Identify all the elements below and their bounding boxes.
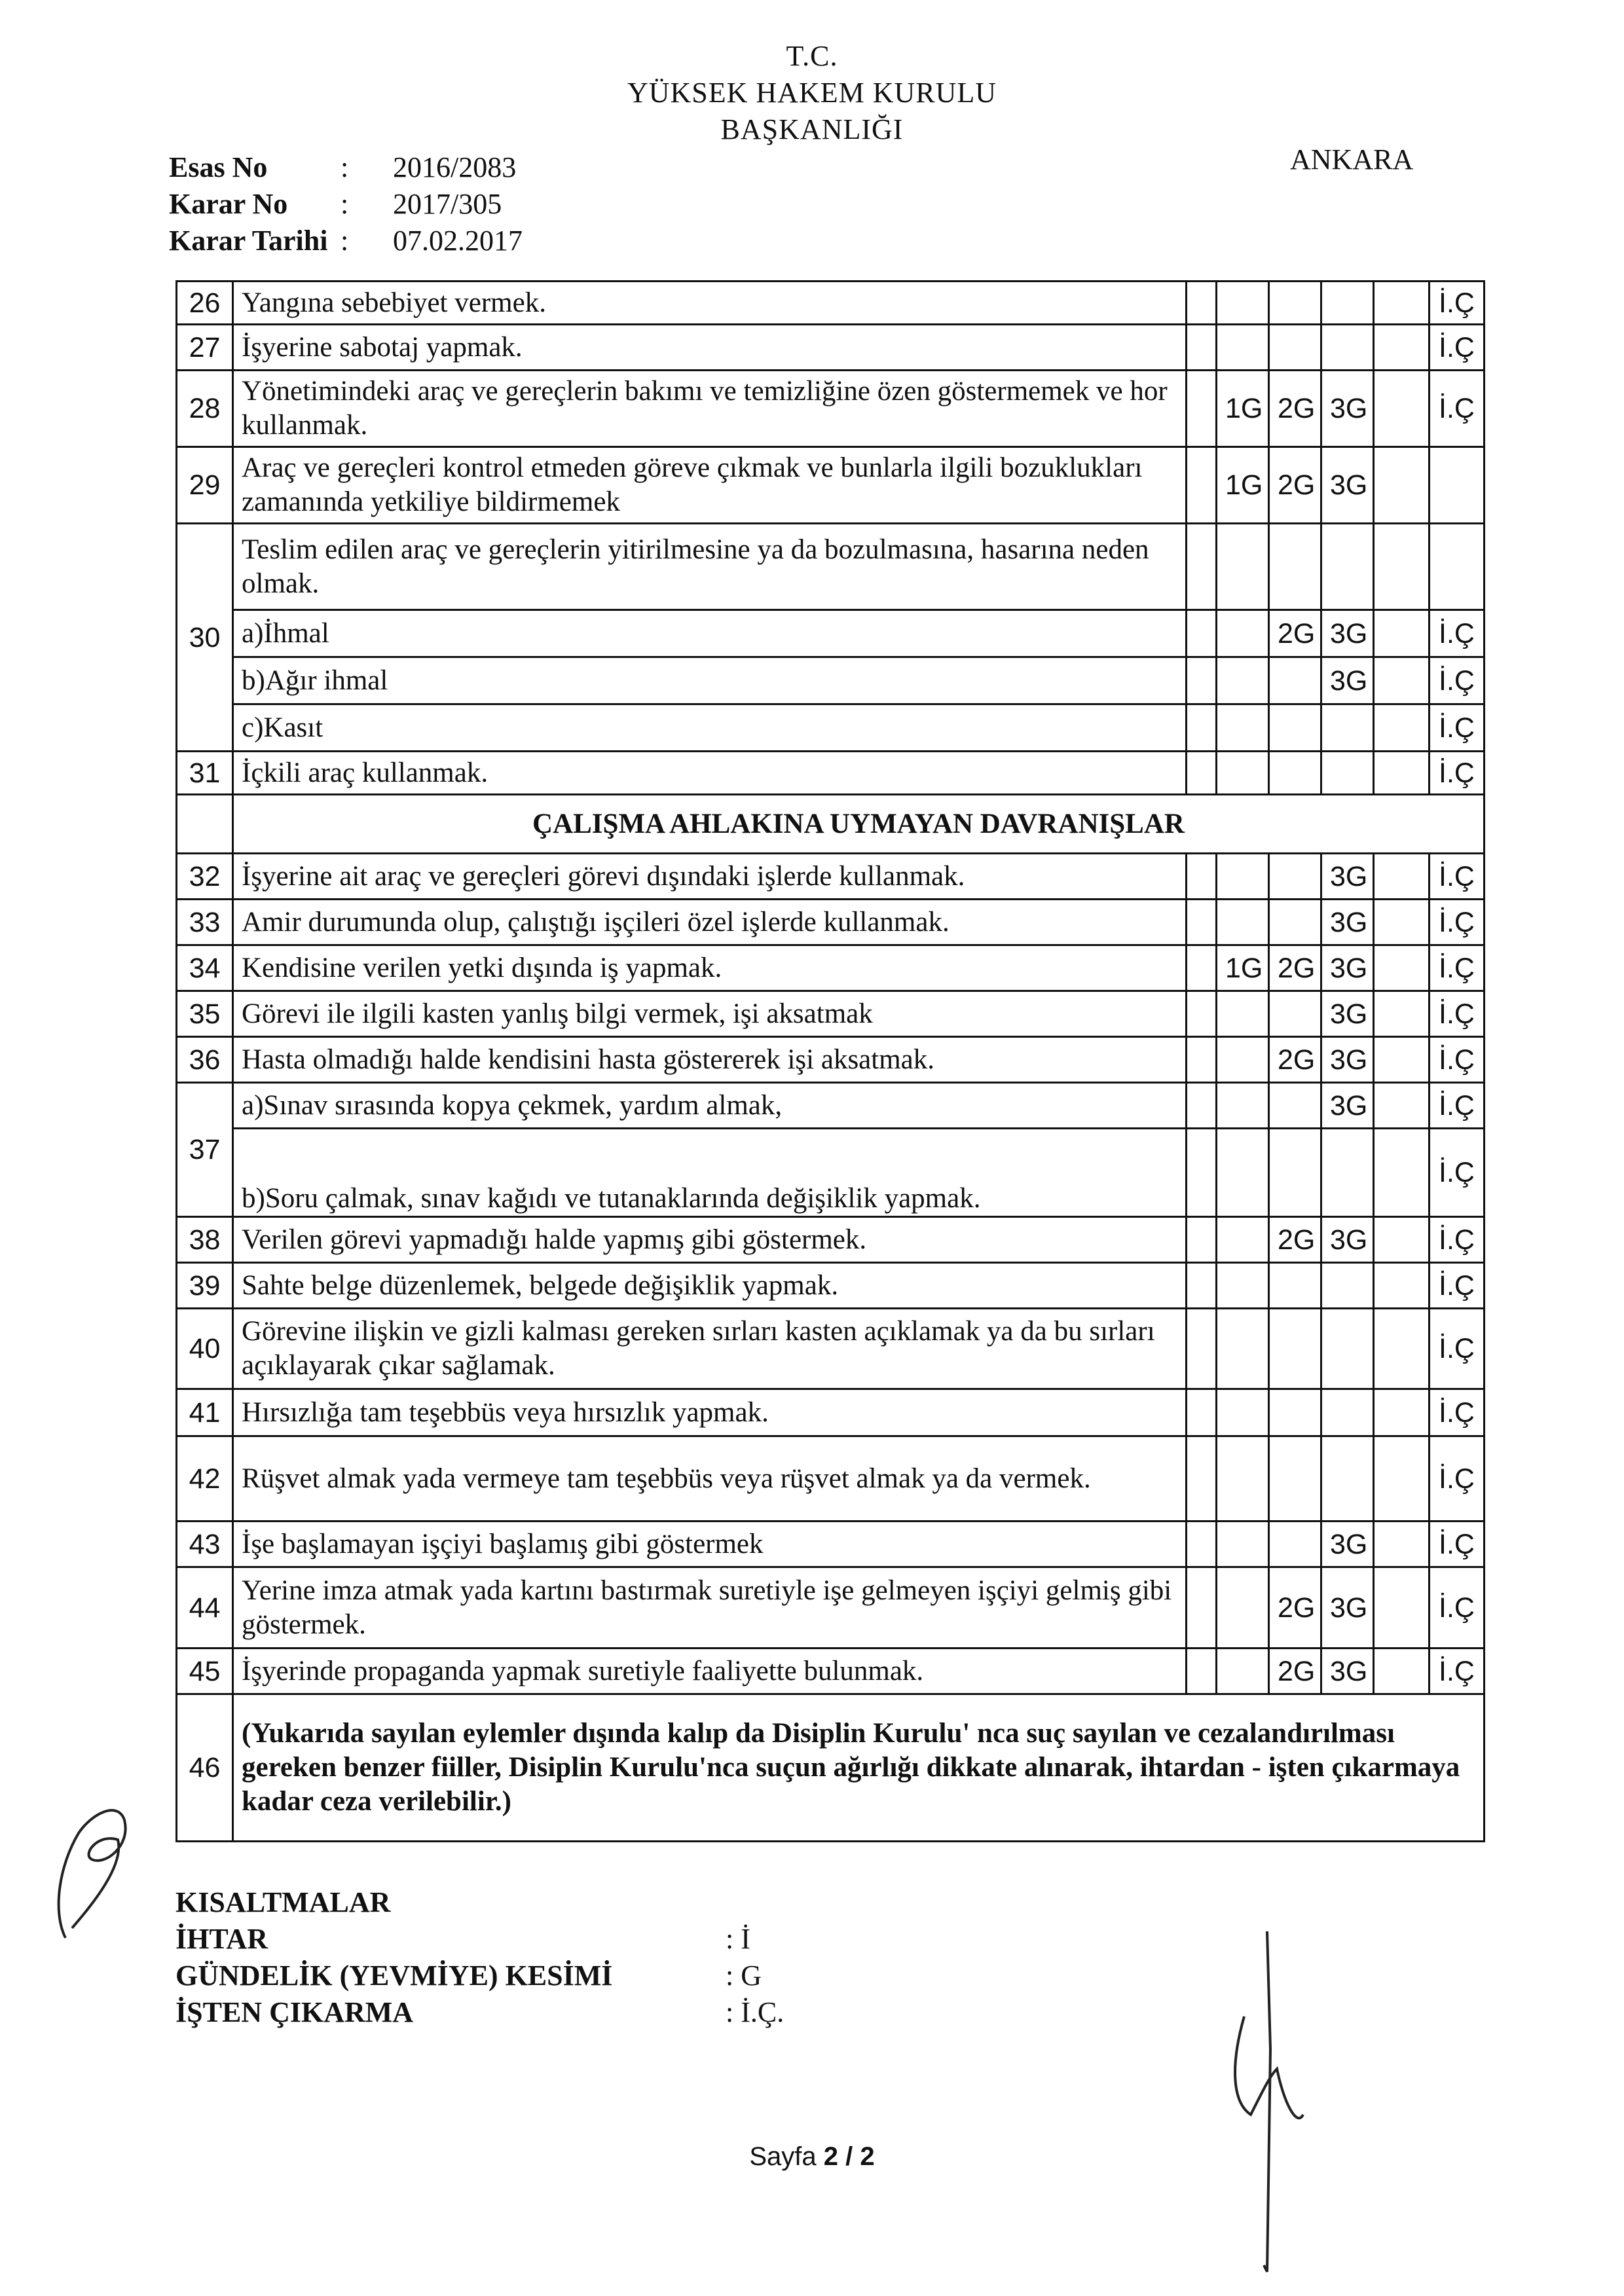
row-number: 38 [177,1217,233,1263]
penalty-1g [1217,704,1269,752]
row-number: 26 [177,282,233,325]
karar-value: 2017/305 [393,188,502,220]
penalty-1g [1217,752,1269,795]
blank-cell [1430,524,1485,610]
table-row [177,282,1485,325]
table-row [177,1389,1485,1436]
penalty-2g [1269,657,1321,704]
row-text: b)Ağır ihmal [233,657,1187,704]
penalty-2g [1269,1436,1321,1522]
penalty-ic: İ.Ç [1430,610,1485,657]
catch-all-note: (Yukarıda sayılan eylemler dışında kalıp da Disiplin Kurulu' nca suç sayılan ve cezalandırılması gereken benzer fiiller, Disiplin Kurulu'nca suçun ağırlığı dikkate alınarak, ihtardan - işten çıkarmaya kadar ceza verilebilir.) [233,1694,1485,1842]
penalty-i [1374,945,1430,991]
penalty-i [1374,1649,1430,1694]
abbreviation-label: GÜNDELİK (YEVMİYE) KESİMİ [175,1959,613,1992]
row-number: 35 [177,991,233,1037]
penalty-1g [1217,854,1269,900]
table-subrow [177,657,1485,704]
penalty-ic: İ.Ç [1430,752,1485,795]
penalty-1g [1217,1217,1269,1263]
row-number: 41 [177,1389,233,1436]
row-text: Rüşvet almak yada vermeye tam teşebbüs veya rüşvet almak ya da vermek. [233,1436,1187,1522]
table-row [177,1567,1485,1649]
penalty-i [1374,854,1430,900]
penalty-3g: 3G [1321,1037,1374,1083]
karar-label: Karar No [169,188,288,220]
section-title: ÇALIŞMA AHLAKINA UYMAYAN DAVRANIŞLAR [233,795,1485,854]
penalty-table [175,280,1485,1842]
penalty-2g: 2G [1269,371,1321,447]
table-row [177,1037,1485,1083]
row-text: Verilen görevi yapmadığı halde yapmış gibi göstermek. [233,1217,1187,1263]
penalty-3g: 3G [1321,1522,1374,1567]
penalty-i [1374,752,1430,795]
row-number: 36 [177,1037,233,1083]
page-current: 2 [823,2142,839,2171]
blank-cell [1187,900,1217,945]
penalty-i [1374,1522,1430,1567]
table-row [177,1649,1485,1694]
penalty-3g [1321,704,1374,752]
row-number: 40 [177,1309,233,1389]
penalty-i [1374,1567,1430,1649]
blank-cell [1187,1522,1217,1567]
row-number: 33 [177,900,233,945]
row-text: Teslim edilen araç ve gereçlerin yitirilmesine ya da bozulmasına, hasarına neden olmak. [233,524,1187,610]
row-text: Yönetimindeki araç ve gereçlerin bakımı ve temizliğine özen göstermemek ve hor kullanmak. [233,371,1187,447]
penalty-1g: 1G [1217,945,1269,991]
abbreviation-item [175,1994,784,2031]
abbreviation-item [175,1958,784,1994]
penalty-i [1374,1083,1430,1129]
blank-cell [1187,1309,1217,1389]
row-text: Yangına sebebiyet vermek. [233,282,1187,325]
penalty-3g: 3G [1321,854,1374,900]
row-number: 43 [177,1522,233,1567]
table-row [177,1522,1485,1567]
row-text: İçkili araç kullanmak. [233,752,1187,795]
penalty-ic: İ.Ç [1430,1436,1485,1522]
penalty-i [1374,1389,1430,1436]
abbreviations-title: KISALTMALAR [175,1886,391,1918]
table-row [177,945,1485,991]
row-number: 27 [177,325,233,371]
penalty-1g [1217,1037,1269,1083]
table-subrow [177,704,1485,752]
table-row [177,1309,1485,1389]
penalty-2g: 2G [1269,610,1321,657]
penalty-ic: İ.Ç [1430,1263,1485,1309]
penalty-ic: İ.Ç [1430,900,1485,945]
blank-cell [1187,945,1217,991]
penalty-ic: İ.Ç [1430,945,1485,991]
penalty-ic: İ.Ç [1430,282,1485,325]
row-text: Yerine imza atmak yada kartını bastırmak suretiyle işe gelmeyen işçiyi gelmiş gibi göstermek. [233,1567,1187,1649]
blank-cell [1187,610,1217,657]
penalty-3g: 3G [1321,1217,1374,1263]
blank-cell [1187,1567,1217,1649]
penalty-2g [1269,1389,1321,1436]
row-text: Hırsızlığa tam teşebbüs veya hırsızlık yapmak. [233,1389,1187,1436]
tarih-value: 07.02.2017 [393,225,523,257]
row-number: 29 [177,447,233,524]
blank-cell [1374,524,1430,610]
penalty-3g: 3G [1321,991,1374,1037]
blank-cell [1187,752,1217,795]
abbreviation-value: : İ [726,1923,750,1955]
row-text: a)Sınav sırasında kopya çekmek, yardım almak, [233,1083,1187,1129]
penalty-2g [1269,752,1321,795]
penalty-ic: İ.Ç [1430,1129,1485,1217]
penalty-2g: 2G [1269,1567,1321,1649]
row-text: Kendisine verilen yetki dışında iş yapmak. [233,945,1187,991]
penalty-2g [1269,1309,1321,1389]
esas-label: Esas No [169,151,268,183]
penalty-2g [1269,325,1321,371]
row-number: 31 [177,752,233,795]
penalty-2g [1269,991,1321,1037]
penalty-1g [1217,900,1269,945]
penalty-i [1374,447,1430,524]
penalty-1g [1217,1263,1269,1309]
penalty-2g [1269,1083,1321,1129]
penalty-1g [1217,1389,1269,1436]
row-text: Görevi ile ilgili kasten yanlış bilgi vermek, işi aksatmak [233,991,1187,1037]
abbreviation-label: İHTAR [175,1923,268,1955]
blank-cell [1321,524,1374,610]
penalty-3g: 3G [1321,657,1374,704]
penalty-i [1374,1263,1430,1309]
blank-cell [1187,991,1217,1037]
penalty-1g [1217,282,1269,325]
header-city: ANKARA [1290,143,1414,175]
penalty-3g: 3G [1321,610,1374,657]
penalty-1g [1217,1567,1269,1649]
handwritten-initials-icon [39,1794,144,1944]
row-number: 44 [177,1567,233,1649]
blank-cell [1187,447,1217,524]
table-subrow [177,610,1485,657]
penalty-3g [1321,282,1374,325]
table-row [177,1083,1485,1129]
penalty-2g [1269,1522,1321,1567]
row-text: İşyerine sabotaj yapmak. [233,325,1187,371]
penalty-3g [1321,1436,1374,1522]
row-number: 28 [177,371,233,447]
row-number: 46 [177,1694,233,1842]
penalty-3g [1321,1263,1374,1309]
penalty-3g: 3G [1321,945,1374,991]
penalty-3g [1321,325,1374,371]
row-text: Görevine ilişkin ve gizli kalması gereken sırları kasten açıklamak ya da bu sırları açıklayarak çıkar sağlamak. [233,1309,1187,1389]
penalty-ic: İ.Ç [1430,1217,1485,1263]
penalty-ic [1430,447,1485,524]
table-row [177,900,1485,945]
penalty-3g [1321,752,1374,795]
penalty-ic: İ.Ç [1430,854,1485,900]
row-number: 37 [177,1083,233,1217]
blank-cell [1187,1436,1217,1522]
blank-cell [1217,524,1269,610]
tarih-row [169,223,523,259]
colon: : [341,225,349,257]
page-footer [0,2142,1624,2172]
blank-cell [1187,1083,1217,1129]
penalty-i [1374,371,1430,447]
penalty-ic: İ.Ç [1430,1389,1485,1436]
blank-cell [1187,371,1217,447]
colon: : [341,188,349,220]
penalty-1g [1217,1436,1269,1522]
page-total: 2 [860,2142,875,2171]
header-tc: T.C. [786,40,838,72]
row-text: İşyerine ait araç ve gereçleri görevi dışındaki işlerde kullanmak. [233,854,1187,900]
penalty-1g [1217,1309,1269,1389]
penalty-i [1374,1217,1430,1263]
row-text: İşyerinde propaganda yapmak suretiyle faaliyette bulunmak. [233,1649,1187,1694]
penalty-2g: 2G [1269,945,1321,991]
row-number: 42 [177,1436,233,1522]
penalty-1g: 1G [1217,447,1269,524]
header-institution: YÜKSEK HAKEM KURULU [627,77,997,109]
penalty-2g [1269,282,1321,325]
document-header [0,38,1624,148]
row-number: 45 [177,1649,233,1694]
row-text: İşe başlamayan işçiyi başlamış gibi göstermek [233,1522,1187,1567]
penalty-2g [1269,704,1321,752]
penalty-2g: 2G [1269,1649,1321,1694]
penalty-1g [1217,1129,1269,1217]
penalty-i [1374,1037,1430,1083]
abbreviations [175,1884,784,2031]
table-row [177,752,1485,795]
penalty-3g: 3G [1321,371,1374,447]
penalty-1g [1217,991,1269,1037]
row-text: b)Soru çalmak, sınav kağıdı ve tutanaklarında değişiklik yapmak. [233,1129,1187,1217]
penalty-i [1374,657,1430,704]
table-row [177,854,1485,900]
blank-cell [1187,1263,1217,1309]
blank-cell [1187,704,1217,752]
blank-cell [1187,524,1217,610]
blank-cell [1269,524,1321,610]
table-row [177,447,1485,524]
table-row [177,991,1485,1037]
penalty-1g [1217,610,1269,657]
abbreviation-item [175,1921,784,1958]
table-row [177,325,1485,371]
penalty-i [1374,1309,1430,1389]
blank-cell [1187,1389,1217,1436]
penalty-i [1374,991,1430,1037]
table-row [177,1217,1485,1263]
blank-cell [1187,325,1217,371]
abbreviation-value: : G [726,1959,762,1992]
penalty-2g [1269,854,1321,900]
blank-cell [1187,657,1217,704]
penalty-ic: İ.Ç [1430,1522,1485,1567]
blank-cell [177,795,233,854]
colon: : [341,151,349,183]
penalty-ic: İ.Ç [1430,1037,1485,1083]
penalty-2g: 2G [1269,1217,1321,1263]
penalty-1g [1217,1522,1269,1567]
row-number: 39 [177,1263,233,1309]
penalty-ic: İ.Ç [1430,1567,1485,1649]
penalty-3g: 3G [1321,1649,1374,1694]
penalty-ic: İ.Ç [1430,325,1485,371]
blank-cell [1187,1129,1217,1217]
penalty-2g: 2G [1269,447,1321,524]
penalty-i [1374,282,1430,325]
karar-row [169,186,523,223]
blank-cell [1187,1649,1217,1694]
penalty-1g [1217,1649,1269,1694]
page-prefix: Sayfa [749,2142,817,2171]
penalty-ic: İ.Ç [1430,991,1485,1037]
penalty-1g [1217,325,1269,371]
penalty-1g: 1G [1217,371,1269,447]
blank-cell [1187,282,1217,325]
penalty-2g [1269,1263,1321,1309]
blank-cell [1187,1037,1217,1083]
abbreviation-value: : İ.Ç. [726,1996,784,2028]
esas-row [169,149,523,186]
penalty-ic: İ.Ç [1430,657,1485,704]
case-metadata [169,149,523,259]
tarih-label: Karar Tarihi [169,225,328,257]
penalty-3g: 3G [1321,900,1374,945]
penalty-3g: 3G [1321,1567,1374,1649]
penalty-ic: İ.Ç [1430,1649,1485,1694]
penalty-3g: 3G [1321,447,1374,524]
penalty-3g: 3G [1321,1083,1374,1129]
penalty-2g [1269,1129,1321,1217]
row-text: c)Kasıt [233,704,1187,752]
row-number: 32 [177,854,233,900]
penalty-i [1374,325,1430,371]
penalty-3g [1321,1129,1374,1217]
row-number: 30 [177,524,233,752]
blank-cell [1187,1217,1217,1263]
row-number: 34 [177,945,233,991]
penalty-3g [1321,1389,1374,1436]
row-text: Sahte belge düzenlemek, belgede değişiklik yapmak. [233,1263,1187,1309]
row-text: a)İhmal [233,610,1187,657]
penalty-ic: İ.Ç [1430,704,1485,752]
table-row [177,1263,1485,1309]
penalty-ic: İ.Ç [1430,1309,1485,1389]
penalty-ic: İ.Ç [1430,371,1485,447]
section-row [177,795,1485,854]
table-row [177,1694,1485,1842]
header-department: BAŞKANLIĞI [720,113,904,145]
table-row [177,1436,1485,1522]
blank-cell [1187,854,1217,900]
row-text: Araç ve gereçleri kontrol etmeden göreve çıkmak ve bunlarla ilgili bozuklukları zamanında yetkiliye bildirmemek [233,447,1187,524]
page-separator: / [845,2142,853,2171]
penalty-i [1374,610,1430,657]
signature-icon [1205,1918,1336,2285]
penalty-i [1374,1129,1430,1217]
abbreviation-label: İŞTEN ÇIKARMA [175,1996,414,2028]
penalty-i [1374,704,1430,752]
table-row [177,524,1485,610]
table-subrow [177,1129,1485,1217]
row-text: Amir durumunda olup, çalıştığı işçileri özel işlerde kullanmak. [233,900,1187,945]
penalty-2g: 2G [1269,1037,1321,1083]
penalty-2g [1269,900,1321,945]
esas-value: 2016/2083 [393,151,517,183]
table-row [177,371,1485,447]
penalty-1g [1217,657,1269,704]
penalty-1g [1217,1083,1269,1129]
penalty-i [1374,900,1430,945]
penalty-i [1374,1436,1430,1522]
penalty-3g [1321,1309,1374,1389]
penalty-ic: İ.Ç [1430,1083,1485,1129]
row-text: Hasta olmadığı halde kendisini hasta göstererek işi aksatmak. [233,1037,1187,1083]
